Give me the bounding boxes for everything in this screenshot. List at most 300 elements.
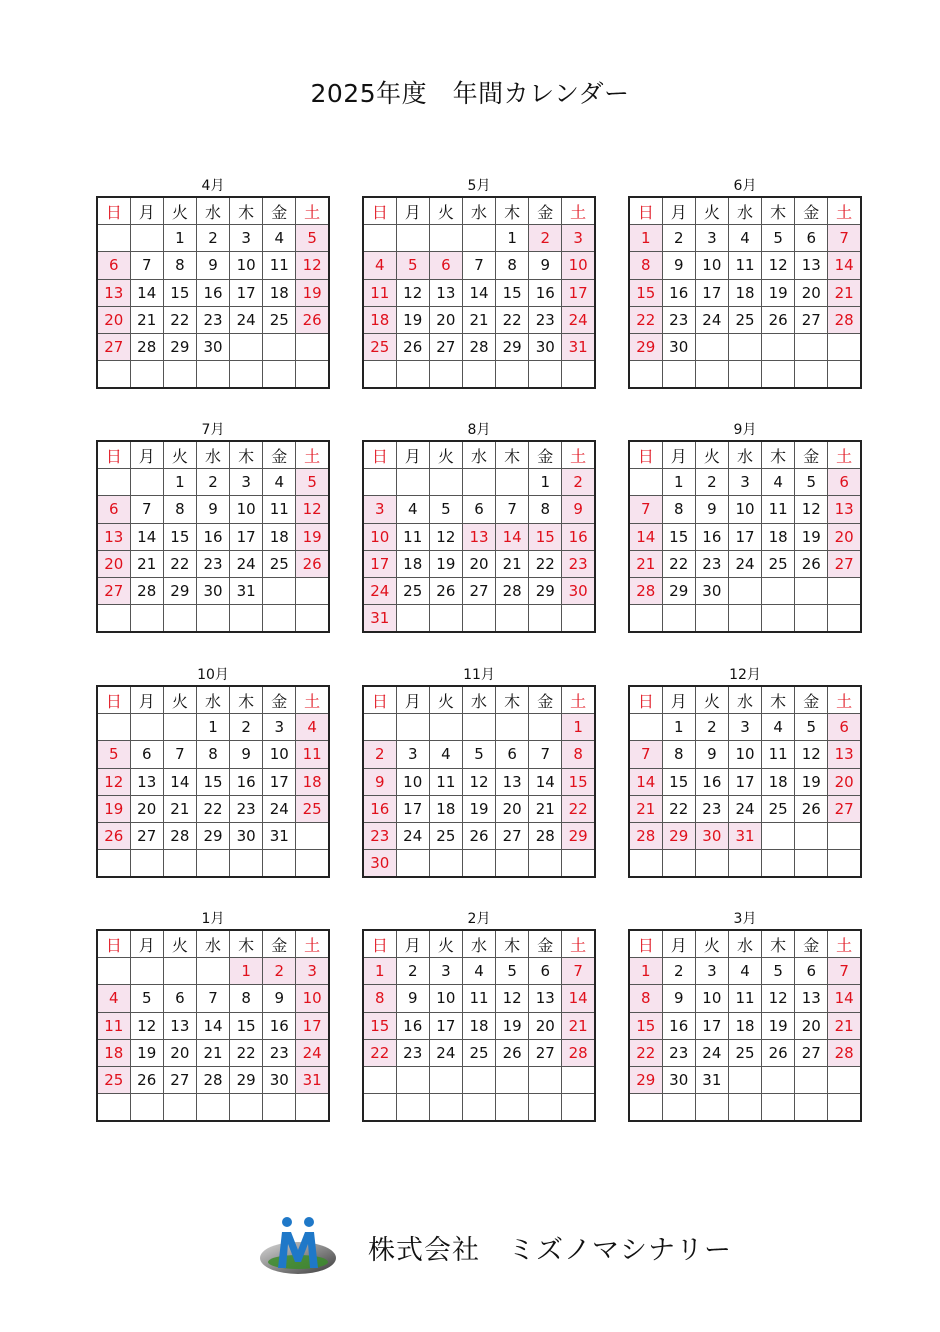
day-cell: 10 (230, 496, 263, 523)
empty-cell (828, 1066, 861, 1093)
weekday-header (363, 686, 595, 714)
week-row (629, 850, 861, 878)
empty-cell (196, 958, 229, 985)
empty-cell (130, 605, 163, 633)
week-row (629, 1039, 861, 1066)
day-cell: 3 (695, 958, 728, 985)
empty-cell (762, 850, 795, 878)
empty-cell (429, 361, 462, 389)
day-cell: 3 (396, 741, 429, 768)
day-cell: 10 (562, 252, 595, 279)
day-cell: 27 (496, 822, 529, 849)
day-cell: 28 (562, 1039, 595, 1066)
weekday-label: 火 (429, 441, 462, 469)
empty-cell (462, 225, 495, 252)
day-cell: 9 (662, 985, 695, 1012)
week-row (363, 252, 595, 279)
day-cell: 18 (728, 279, 761, 306)
weekday-label: 金 (263, 686, 296, 714)
empty-cell (728, 333, 761, 360)
empty-cell (562, 1094, 595, 1122)
empty-cell (396, 1094, 429, 1122)
day-cell: 3 (263, 714, 296, 741)
day-cell: 8 (662, 741, 695, 768)
day-cell: 16 (662, 1012, 695, 1039)
day-cell: 1 (662, 714, 695, 741)
day-cell: 15 (662, 523, 695, 550)
day-cell: 13 (130, 768, 163, 795)
month-table (362, 685, 596, 878)
day-cell: 1 (163, 469, 196, 496)
weekday-label: 水 (196, 197, 229, 225)
day-cell: 28 (196, 1066, 229, 1093)
day-cell: 15 (529, 523, 562, 550)
day-cell: 15 (163, 279, 196, 306)
weekday-label: 火 (163, 686, 196, 714)
day-cell: 29 (196, 822, 229, 849)
week-row (363, 850, 595, 878)
week-row (97, 523, 329, 550)
month-calendar (96, 176, 330, 389)
day-cell: 4 (396, 496, 429, 523)
week-row (629, 605, 861, 633)
day-cell: 9 (396, 985, 429, 1012)
empty-cell (529, 361, 562, 389)
day-cell: 15 (230, 1012, 263, 1039)
day-cell: 18 (263, 279, 296, 306)
weekday-label: 日 (363, 441, 396, 469)
day-cell: 28 (629, 822, 662, 849)
day-cell: 31 (363, 605, 396, 633)
day-cell: 2 (662, 225, 695, 252)
day-cell: 6 (795, 958, 828, 985)
weekday-label: 水 (728, 686, 761, 714)
empty-cell (728, 605, 761, 633)
day-cell: 4 (429, 741, 462, 768)
day-cell: 8 (496, 252, 529, 279)
day-cell: 25 (396, 577, 429, 604)
day-cell: 6 (462, 496, 495, 523)
weekday-header (629, 197, 861, 225)
day-cell: 24 (695, 1039, 728, 1066)
day-cell: 29 (163, 333, 196, 360)
month-calendar (96, 665, 330, 878)
week-row (97, 741, 329, 768)
day-cell: 14 (828, 985, 861, 1012)
empty-cell (429, 1066, 462, 1093)
day-cell: 17 (263, 768, 296, 795)
weekday-label: 木 (496, 441, 529, 469)
empty-cell (795, 333, 828, 360)
month-table (362, 929, 596, 1122)
week-row (629, 577, 861, 604)
empty-cell (496, 1094, 529, 1122)
day-cell: 21 (130, 306, 163, 333)
empty-cell (396, 714, 429, 741)
weekday-label: 日 (629, 930, 662, 958)
day-cell: 20 (828, 523, 861, 550)
empty-cell (462, 714, 495, 741)
weekday-label: 木 (230, 441, 263, 469)
day-cell: 22 (662, 550, 695, 577)
day-cell: 23 (662, 1039, 695, 1066)
day-cell: 11 (728, 985, 761, 1012)
day-cell: 17 (695, 1012, 728, 1039)
week-row (97, 850, 329, 878)
empty-cell (263, 1094, 296, 1122)
day-cell: 20 (130, 795, 163, 822)
week-row (363, 741, 595, 768)
empty-cell (496, 361, 529, 389)
day-cell: 29 (629, 1066, 662, 1093)
week-row (629, 252, 861, 279)
day-cell: 11 (396, 523, 429, 550)
day-cell: 13 (795, 252, 828, 279)
day-cell: 21 (828, 1012, 861, 1039)
day-cell: 2 (396, 958, 429, 985)
day-cell: 11 (462, 985, 495, 1012)
day-cell: 22 (629, 1039, 662, 1066)
day-cell: 1 (230, 958, 263, 985)
weekday-label: 火 (429, 930, 462, 958)
weekday-label: 火 (695, 686, 728, 714)
month-name: 1月 (201, 911, 225, 927)
week-row (363, 1012, 595, 1039)
day-cell: 31 (562, 333, 595, 360)
day-cell: 28 (130, 577, 163, 604)
weekday-label: 日 (97, 441, 130, 469)
month-name: 10月 (197, 667, 229, 683)
weekday-label: 月 (396, 686, 429, 714)
weekday-header (363, 930, 595, 958)
weekday-label: 火 (163, 930, 196, 958)
day-cell: 15 (629, 279, 662, 306)
weekday-label: 日 (363, 197, 396, 225)
day-cell: 5 (462, 741, 495, 768)
day-cell: 27 (795, 1039, 828, 1066)
month-name: 6月 (733, 178, 757, 194)
empty-cell (462, 1066, 495, 1093)
day-cell: 9 (196, 496, 229, 523)
day-cell: 26 (795, 795, 828, 822)
empty-cell (762, 605, 795, 633)
day-cell: 31 (728, 822, 761, 849)
weekday-label: 木 (230, 686, 263, 714)
day-cell: 13 (429, 279, 462, 306)
day-cell: 20 (795, 1012, 828, 1039)
weekday-label: 火 (163, 197, 196, 225)
weekday-label: 木 (762, 441, 795, 469)
day-cell: 8 (562, 741, 595, 768)
day-cell: 18 (762, 768, 795, 795)
day-cell: 1 (363, 958, 396, 985)
week-row (363, 279, 595, 306)
day-cell: 4 (363, 252, 396, 279)
day-cell: 9 (662, 252, 695, 279)
month-name: 8月 (467, 422, 491, 438)
day-cell: 19 (462, 795, 495, 822)
day-cell: 10 (230, 252, 263, 279)
empty-cell (196, 850, 229, 878)
week-row (97, 333, 329, 360)
empty-cell (97, 469, 130, 496)
day-cell: 28 (828, 306, 861, 333)
empty-cell (196, 361, 229, 389)
day-cell: 17 (230, 279, 263, 306)
weekday-label: 月 (130, 441, 163, 469)
day-cell: 3 (429, 958, 462, 985)
empty-cell (130, 714, 163, 741)
empty-cell (795, 605, 828, 633)
day-cell: 3 (363, 496, 396, 523)
week-row (97, 768, 329, 795)
empty-cell (462, 361, 495, 389)
day-cell: 1 (196, 714, 229, 741)
day-cell: 20 (163, 1039, 196, 1066)
weekday-label: 金 (529, 686, 562, 714)
week-row (97, 225, 329, 252)
empty-cell (263, 361, 296, 389)
empty-cell (695, 850, 728, 878)
day-cell: 21 (629, 795, 662, 822)
day-cell: 26 (795, 550, 828, 577)
empty-cell (97, 605, 130, 633)
week-row (363, 822, 595, 849)
day-cell: 16 (363, 795, 396, 822)
day-cell: 26 (130, 1066, 163, 1093)
day-cell: 25 (296, 795, 329, 822)
day-cell: 16 (562, 523, 595, 550)
month-name: 4月 (201, 178, 225, 194)
day-cell: 21 (130, 550, 163, 577)
weekday-label: 水 (728, 930, 761, 958)
empty-cell (762, 577, 795, 604)
day-cell: 30 (662, 333, 695, 360)
day-cell: 4 (728, 958, 761, 985)
day-cell: 5 (762, 958, 795, 985)
weekday-label: 火 (429, 686, 462, 714)
day-cell: 30 (695, 577, 728, 604)
day-cell: 3 (562, 225, 595, 252)
empty-cell (462, 1094, 495, 1122)
day-cell: 10 (695, 985, 728, 1012)
day-cell: 1 (662, 469, 695, 496)
weekday-label: 水 (462, 930, 495, 958)
day-cell: 12 (762, 252, 795, 279)
day-cell: 14 (163, 768, 196, 795)
weekday-label: 土 (296, 197, 329, 225)
day-cell: 12 (97, 768, 130, 795)
day-cell: 20 (828, 768, 861, 795)
day-cell: 11 (263, 496, 296, 523)
day-cell: 17 (230, 523, 263, 550)
week-row (97, 822, 329, 849)
week-row (629, 333, 861, 360)
day-cell: 4 (462, 958, 495, 985)
day-cell: 6 (496, 741, 529, 768)
weekday-label: 水 (728, 441, 761, 469)
empty-cell (130, 1094, 163, 1122)
day-cell: 25 (263, 550, 296, 577)
day-cell: 24 (363, 577, 396, 604)
day-cell: 9 (695, 496, 728, 523)
month-calendar (362, 420, 596, 633)
empty-cell (429, 469, 462, 496)
empty-cell (462, 850, 495, 878)
empty-cell (828, 1094, 861, 1122)
day-cell: 7 (562, 958, 595, 985)
day-cell: 4 (263, 469, 296, 496)
day-cell: 10 (363, 523, 396, 550)
day-cell: 16 (263, 1012, 296, 1039)
month-name: 2月 (467, 911, 491, 927)
empty-cell (562, 605, 595, 633)
day-cell: 21 (529, 795, 562, 822)
day-cell: 13 (529, 985, 562, 1012)
weekday-label: 木 (762, 197, 795, 225)
day-cell: 15 (163, 523, 196, 550)
empty-cell (97, 850, 130, 878)
empty-cell (296, 361, 329, 389)
day-cell: 9 (363, 768, 396, 795)
day-cell: 12 (130, 1012, 163, 1039)
weekday-label: 土 (828, 930, 861, 958)
day-cell: 21 (828, 279, 861, 306)
day-cell: 4 (728, 225, 761, 252)
day-cell: 16 (196, 279, 229, 306)
day-cell: 19 (496, 1012, 529, 1039)
weekday-header (629, 930, 861, 958)
empty-cell (263, 333, 296, 360)
day-cell: 2 (196, 225, 229, 252)
weekday-label: 日 (97, 197, 130, 225)
weekday-label: 木 (496, 197, 529, 225)
day-cell: 11 (429, 768, 462, 795)
day-cell: 13 (97, 523, 130, 550)
day-cell: 22 (196, 795, 229, 822)
day-cell: 16 (529, 279, 562, 306)
day-cell: 25 (762, 795, 795, 822)
day-cell: 5 (296, 469, 329, 496)
weekday-label: 金 (795, 197, 828, 225)
week-row (97, 795, 329, 822)
week-row (97, 279, 329, 306)
empty-cell (496, 469, 529, 496)
day-cell: 20 (795, 279, 828, 306)
week-row (363, 985, 595, 1012)
day-cell: 5 (396, 252, 429, 279)
week-row (363, 469, 595, 496)
weekday-label: 水 (196, 930, 229, 958)
day-cell: 2 (695, 714, 728, 741)
weekday-label: 日 (363, 686, 396, 714)
day-cell: 12 (396, 279, 429, 306)
empty-cell (230, 605, 263, 633)
empty-cell (462, 469, 495, 496)
week-row (97, 985, 329, 1012)
day-cell: 30 (230, 822, 263, 849)
day-cell: 20 (429, 306, 462, 333)
empty-cell (728, 1066, 761, 1093)
day-cell: 11 (762, 496, 795, 523)
day-cell: 11 (728, 252, 761, 279)
day-cell: 31 (296, 1066, 329, 1093)
day-cell: 5 (429, 496, 462, 523)
weekday-label: 火 (695, 930, 728, 958)
empty-cell (263, 605, 296, 633)
day-cell: 13 (462, 523, 495, 550)
day-cell: 14 (130, 523, 163, 550)
day-cell: 5 (795, 469, 828, 496)
weekday-label: 金 (795, 930, 828, 958)
week-row (97, 496, 329, 523)
day-cell: 24 (728, 550, 761, 577)
week-row (97, 1094, 329, 1122)
day-cell: 3 (728, 469, 761, 496)
empty-cell (429, 714, 462, 741)
day-cell: 30 (196, 577, 229, 604)
week-row (363, 605, 595, 633)
empty-cell (529, 605, 562, 633)
day-cell: 22 (163, 550, 196, 577)
empty-cell (196, 605, 229, 633)
day-cell: 17 (695, 279, 728, 306)
month-calendar (628, 176, 862, 389)
week-row (629, 469, 861, 496)
day-cell: 13 (496, 768, 529, 795)
day-cell: 8 (363, 985, 396, 1012)
day-cell: 4 (263, 225, 296, 252)
day-cell: 6 (828, 714, 861, 741)
week-row (629, 550, 861, 577)
day-cell: 18 (363, 306, 396, 333)
week-row (629, 523, 861, 550)
weekday-label: 金 (529, 197, 562, 225)
month-calendar (628, 665, 862, 878)
weekday-label: 金 (795, 686, 828, 714)
day-cell: 19 (762, 279, 795, 306)
month-name: 11月 (463, 667, 495, 683)
day-cell: 9 (196, 252, 229, 279)
day-cell: 14 (629, 768, 662, 795)
weekday-header (97, 686, 329, 714)
day-cell: 6 (828, 469, 861, 496)
day-cell: 23 (396, 1039, 429, 1066)
day-cell: 18 (396, 550, 429, 577)
day-cell: 27 (828, 550, 861, 577)
empty-cell (296, 1094, 329, 1122)
day-cell: 20 (97, 550, 130, 577)
empty-cell (296, 850, 329, 878)
empty-cell (529, 714, 562, 741)
day-cell: 22 (163, 306, 196, 333)
day-cell: 22 (529, 550, 562, 577)
day-cell: 6 (529, 958, 562, 985)
day-cell: 24 (230, 306, 263, 333)
day-cell: 1 (629, 958, 662, 985)
week-row (97, 306, 329, 333)
week-row (363, 958, 595, 985)
day-cell: 31 (230, 577, 263, 604)
empty-cell (130, 850, 163, 878)
day-cell: 16 (230, 768, 263, 795)
week-row (363, 333, 595, 360)
day-cell: 2 (263, 958, 296, 985)
month-table (362, 196, 596, 389)
empty-cell (828, 605, 861, 633)
month-table (96, 685, 330, 878)
month-name: 9月 (733, 422, 757, 438)
